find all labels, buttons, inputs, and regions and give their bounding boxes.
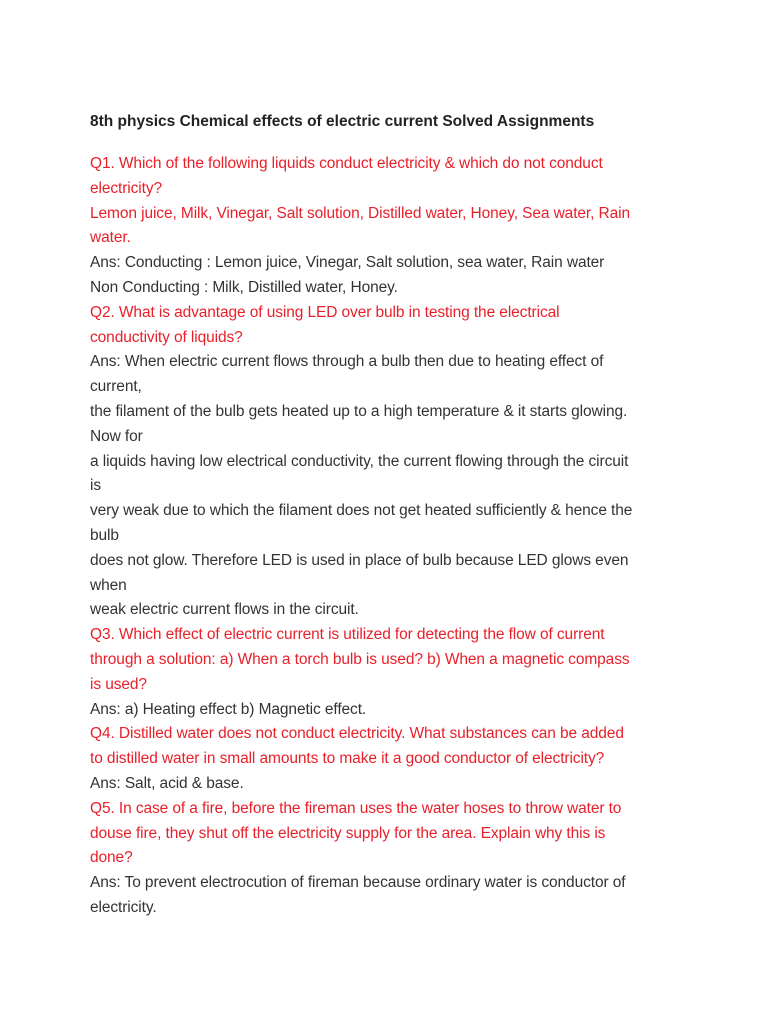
question-4-line-1: Q4. Distilled water does not conduct electricity. What substances can be added xyxy=(90,725,624,743)
answer-2-line-7: very weak due to which the filament does not get heated sufficiently & hence the xyxy=(90,502,633,520)
answer-1-line-2: Non Conducting : Milk, Distilled water, Honey. xyxy=(90,278,398,296)
answer-2-line-9: does not glow. Therefore LED is used in place of bulb because LED glows even xyxy=(90,551,629,569)
question-2-line-1: Q2. What is advantage of using LED over bulb in testing the electrical xyxy=(90,303,560,321)
question-4-line-2: to distilled water in small amounts to make it a good conductor of electricity? xyxy=(90,750,605,768)
answer-2-line-2: current, xyxy=(90,378,142,396)
document-page xyxy=(90,110,680,921)
answer-2-line-10: when xyxy=(90,576,127,594)
answer-5-line-2: electricity. xyxy=(90,898,157,916)
answer-4-line-1: Ans: Salt, acid & base. xyxy=(90,774,244,792)
question-5-line-3: done? xyxy=(90,849,133,867)
question-3-line-2: through a solution: a) When a torch bulb is used? b) When a magnetic compass xyxy=(90,650,630,668)
answer-2-line-6: is xyxy=(90,477,101,495)
answer-2-line-11: weak electric current flows in the circuit. xyxy=(90,601,359,619)
document-title: 8th physics Chemical effects of electric current Solved Assignments xyxy=(90,113,595,130)
answer-2-line-3: the filament of the bulb gets heated up to a high temperature & it starts glowing. xyxy=(90,402,628,420)
answer-3-line-1: Ans: a) Heating effect b) Magnetic effect. xyxy=(90,700,367,718)
question-5-line-1: Q5. In case of a fire, before the fireman uses the water hoses to throw water to xyxy=(90,799,622,817)
question-1-line-4: water. xyxy=(90,229,131,247)
question-1-line-1: Q1. Which of the following liquids conduct electricity & which do not conduct xyxy=(90,155,603,172)
answer-5-line-1: Ans: To prevent electrocution of fireman because ordinary water is conductor of xyxy=(90,874,626,892)
answer-1-line-1: Ans: Conducting : Lemon juice, Vinegar, Salt solution, sea water, Rain water xyxy=(90,254,605,272)
answer-2-line-5: a liquids having low electrical conductivity, the current flowing through the circuit xyxy=(90,452,629,470)
answer-2-line-4: Now for xyxy=(90,427,143,445)
question-2-line-2: conductivity of liquids? xyxy=(90,328,243,346)
question-3-line-1: Q3. Which effect of electric current is utilized for detecting the flow of current xyxy=(90,626,605,644)
question-5-line-2: douse fire, they shut off the electricity supply for the area. Explain why this is xyxy=(90,824,606,842)
answer-2-line-1: Ans: When electric current flows through a bulb then due to heating effect of xyxy=(90,353,604,371)
document-body xyxy=(90,152,680,921)
question-3-line-3: is used? xyxy=(90,675,147,693)
question-1-line-3: Lemon juice, Milk, Vinegar, Salt solution, Distilled water, Honey, Sea water, Rain xyxy=(90,204,631,222)
answer-2-line-8: bulb xyxy=(90,526,119,544)
question-1-line-2: electricity? xyxy=(90,179,163,197)
